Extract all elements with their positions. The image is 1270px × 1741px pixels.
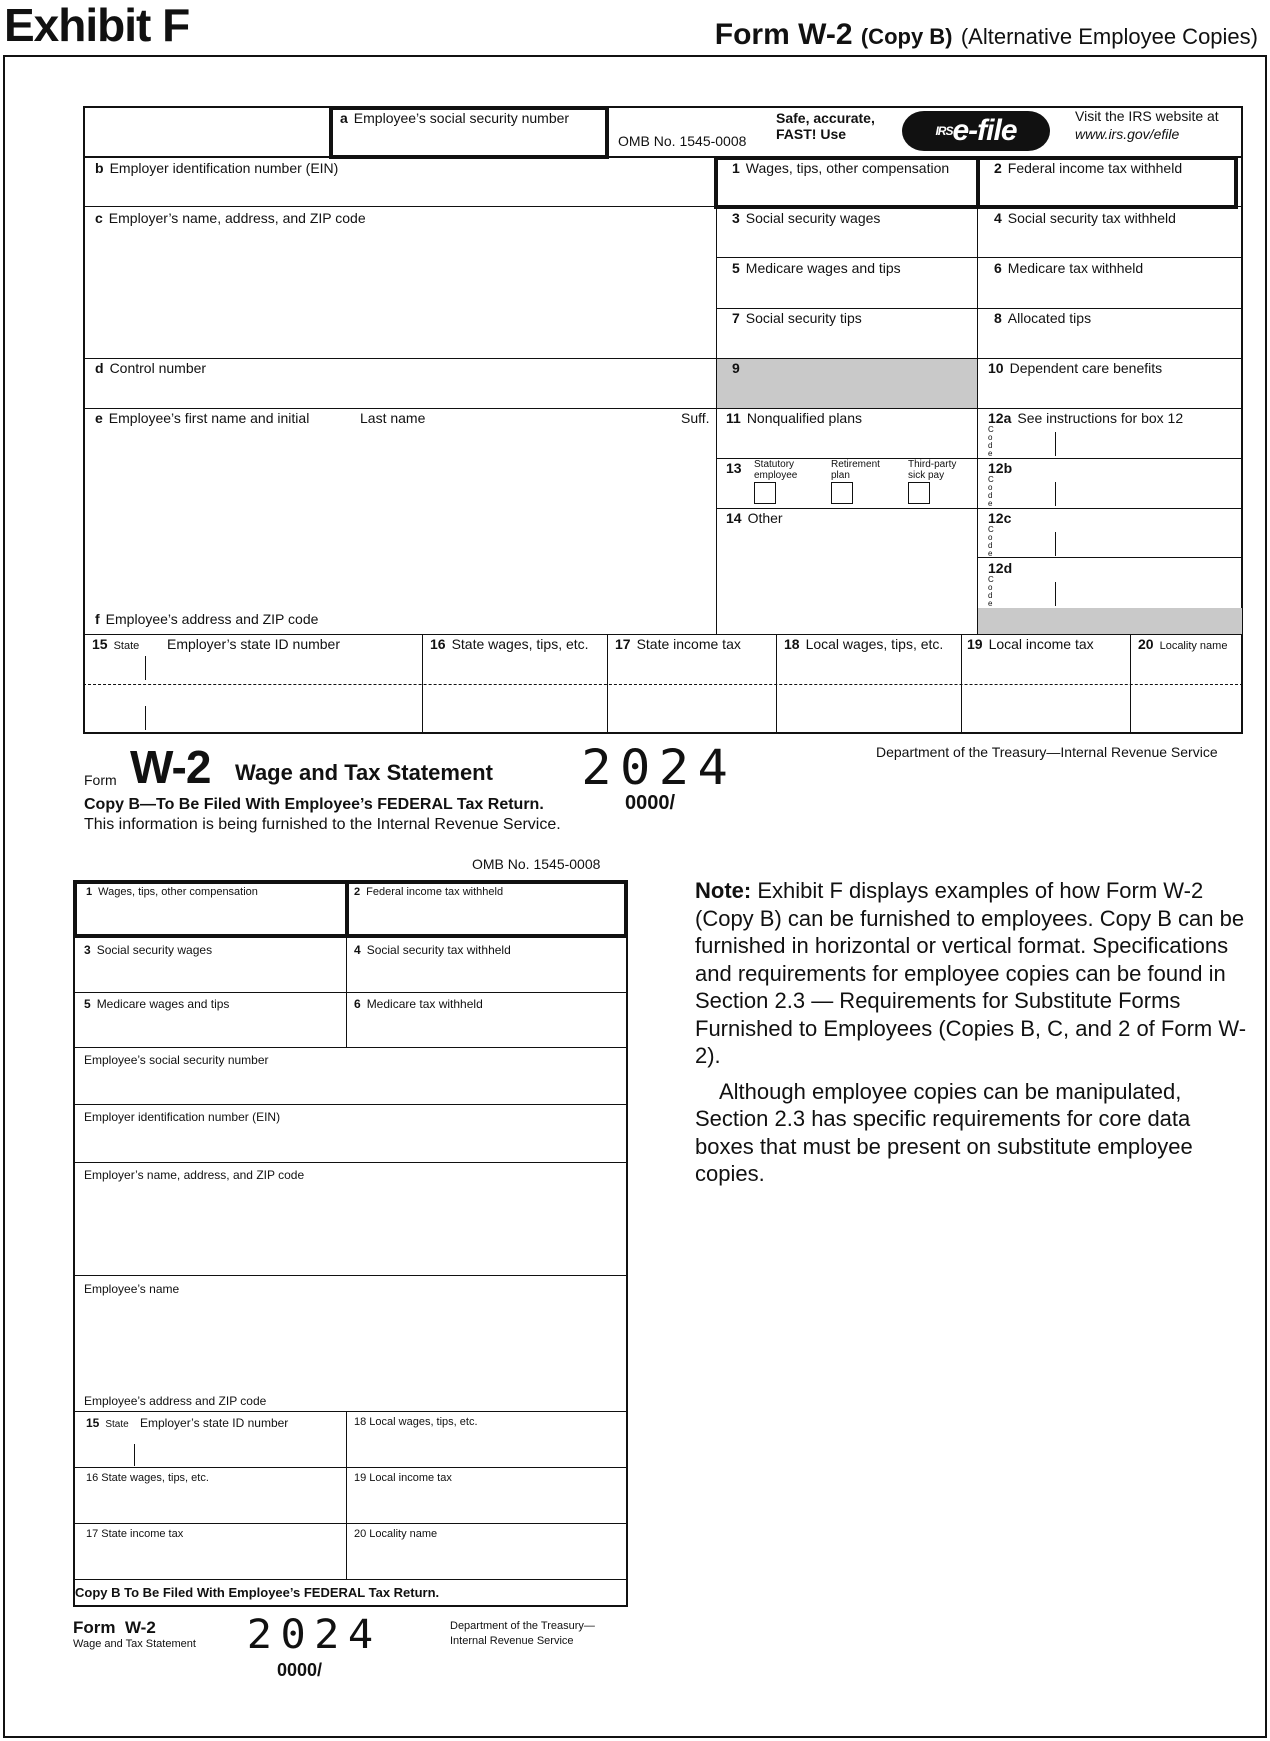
note-lead: Note:: [695, 878, 752, 903]
vertical-box-5-label: 5 Medicare wages and tips: [84, 997, 230, 1011]
rule: [73, 1523, 628, 1524]
vertical-employee-address-label: Employee’s address and ZIP code: [84, 1394, 267, 1408]
box-10-label: 10 Dependent care benefits: [988, 360, 1163, 376]
form-code: 0000/: [625, 792, 676, 814]
rule: [73, 1411, 628, 1412]
ssn-label: Employee’s social security number: [353, 110, 570, 126]
box-4-label: 4 Social security tax withheld: [994, 210, 1176, 226]
box-12-shaded: [978, 608, 1242, 634]
vertical-box-18-label: 18 Local wages, tips, etc.: [354, 1416, 478, 1428]
box-d-label: d Control number: [95, 360, 207, 376]
box-b-label: b Employer identification number (EIN): [95, 160, 339, 176]
vertical-form-border: [73, 880, 628, 1607]
box-9-shaded: [717, 359, 977, 408]
box-18-label: 18 Local wages, tips, etc.: [784, 636, 944, 652]
box-12a-label: 12a See instructions for box 12: [988, 410, 1184, 426]
copy-b-statement: Copy B—To Be Filed With Employee’s FEDERAL Tax Return.: [84, 796, 544, 813]
box-c-label: c Employer’s name, address, and ZIP code: [95, 210, 366, 226]
form-w2-title: W-2: [130, 741, 211, 793]
rule: [1055, 482, 1056, 506]
box-16-label: 16 State wages, tips, etc.: [430, 636, 589, 652]
box-13-label: 13: [726, 460, 742, 476]
rule: [1055, 532, 1056, 556]
vertical-box-4-label: 4 Social security tax withheld: [354, 943, 511, 957]
rule: [83, 358, 1243, 359]
note-body-1: Exhibit F displays examples of how Form W-2 (Copy B) can be furnished to employees. Copy B can be furnished in horizontal or vertical format. Specifications and requirements for employee copies can be found in Section 2.3 — Requirements for Substitute Forms Furnished to Employees (Copies B, C, and 2 of Form W-2).: [695, 878, 1247, 1068]
code-label: Code: [988, 575, 994, 608]
efile-logo: [902, 111, 1050, 151]
visit-text: Visit the IRS website at: [1075, 108, 1219, 124]
vertical-omb: OMB No. 1545-0008: [472, 856, 601, 872]
efile-text: e-file: [952, 114, 1017, 147]
fast-text: FAST! Use: [776, 126, 847, 142]
box-17-label: 17 State income tax: [615, 636, 741, 652]
vertical-employer-label: Employer’s name, address, and ZIP code: [84, 1168, 305, 1182]
code-label: Code: [988, 475, 994, 508]
note-paragraph-2: Although employee copies can be manipulated, Section 2.3 has specific requirements for core data boxes that must be present on substitute employee copies.: [695, 1078, 1193, 1186]
visit-url: www.irs.gov/efile: [1075, 126, 1180, 142]
retirement-checkbox[interactable]: [831, 482, 853, 504]
rule: [1055, 432, 1056, 456]
rule: [607, 634, 608, 734]
furnished-statement: This information is being furnished to the Internal Revenue Service.: [84, 816, 561, 833]
statutory-label: Statutory employee: [754, 459, 798, 481]
vertical-box-1-label: 1 Wages, tips, other compensation: [86, 886, 258, 898]
box-9-label: 9: [732, 360, 740, 376]
vertical-box-3-label: 3 Social security wages: [84, 943, 213, 957]
rule: [83, 408, 1243, 409]
vertical-wage-tax-statement: Wage and Tax Statement: [73, 1638, 196, 1650]
rule: [73, 1275, 628, 1276]
rule: [134, 1444, 135, 1466]
third-party-checkbox[interactable]: [908, 482, 930, 504]
vertical-dept-2: Internal Revenue Service: [450, 1635, 574, 1647]
box-e-last: Last name: [360, 410, 426, 426]
box-15-id-label: Employer’s state ID number: [167, 636, 340, 652]
vertical-box-20-label: 20 Locality name: [354, 1528, 438, 1540]
dashed-rule: [83, 684, 1243, 685]
vertical-dept-1: Department of the Treasury—: [450, 1620, 595, 1632]
box-20-label: 20 Locality name: [1138, 636, 1228, 652]
rule: [73, 1047, 628, 1048]
form-word: Form: [84, 772, 117, 788]
vertical-box-16-label: 16 State wages, tips, etc.: [86, 1472, 209, 1484]
note-paragraph-1: [695, 877, 1247, 1070]
title-alt: (Alternative Employee Copies): [960, 24, 1258, 49]
page-title: [715, 18, 1258, 52]
box-2-label: 2 Federal income tax withheld: [994, 160, 1183, 176]
rule: [422, 634, 423, 734]
title-main: Form W-2: [714, 18, 853, 51]
box-6-label: 6 Medicare tax withheld: [994, 260, 1144, 276]
box-19-label: 19 Local income tax: [967, 636, 1094, 652]
vertical-ein-label: Employer identification number (EIN): [84, 1110, 281, 1124]
note-text: [695, 877, 1247, 1196]
rule: [717, 257, 1243, 258]
vertical-box-6-label: 6 Medicare tax withheld: [354, 997, 483, 1011]
rule: [346, 1411, 347, 1579]
rule: [717, 508, 1243, 509]
rule: [1130, 634, 1131, 734]
box-1-label: 1 Wages, tips, other compensation: [732, 160, 950, 176]
vertical-employee-name-label: Employee’s name: [84, 1282, 180, 1296]
rule: [73, 1104, 628, 1105]
box-11-label: 11 Nonqualified plans: [726, 410, 863, 426]
rule: [73, 992, 628, 993]
box-15-label: 15 State: [92, 636, 140, 652]
retirement-label: Retirement plan: [831, 459, 880, 481]
rule: [977, 557, 1243, 558]
wage-tax-statement: Wage and Tax Statement: [235, 760, 493, 785]
box-12b-label: 12b: [988, 460, 1013, 476]
box-e-label: e Employee’s first name and initial: [95, 410, 310, 426]
box-8-label: 8 Allocated tips: [994, 310, 1092, 326]
box-e-suff: Suff.: [681, 410, 710, 426]
vertical-box-19-label: 19 Local income tax: [354, 1472, 452, 1484]
vertical-form-year: 2024: [246, 1612, 382, 1658]
rule: [1055, 582, 1056, 606]
rule: [717, 308, 1243, 309]
vertical-ssn-label: Employee’s social security number: [84, 1053, 269, 1067]
form-year: 2024: [581, 740, 737, 796]
vertical-form-code: 0000/: [277, 1660, 323, 1680]
dept-treasury: Department of the Treasury—Internal Revenue Service: [876, 744, 1218, 760]
vertical-box-2-label: 2 Federal income tax withheld: [354, 886, 504, 898]
box-5-label: 5 Medicare wages and tips: [732, 260, 901, 276]
vertical-form-w2: Form W-2: [73, 1618, 156, 1637]
rule: [73, 1162, 628, 1163]
rule: [145, 706, 146, 730]
code-label: Code: [988, 525, 994, 558]
exhibit-title: Exhibit F: [4, 0, 190, 51]
box-12c-label: 12c: [988, 510, 1012, 526]
box-7-label: 7 Social security tips: [732, 310, 862, 326]
box-12d-label: 12d: [988, 560, 1013, 576]
omb-number: OMB No. 1545-0008: [618, 133, 747, 149]
vertical-box-15-id-label: Employer’s state ID number: [140, 1416, 289, 1430]
rule: [977, 156, 978, 634]
box-14-label: 14 Other: [726, 510, 783, 526]
efile-irs: IRS: [935, 124, 953, 138]
rule: [83, 634, 1243, 635]
vertical-copy-b-statement: Copy B To Be Filed With Employee’s FEDERAL Tax Return.: [75, 1585, 440, 1600]
rule: [145, 656, 146, 680]
rule: [73, 1579, 628, 1580]
vertical-box-15-label: 15 State: [86, 1416, 129, 1430]
box-f-label: f Employee’s address and ZIP code: [95, 611, 319, 627]
box-3-label: 3 Social security wages: [732, 210, 881, 226]
safe-text: Safe, accurate,: [776, 110, 875, 126]
vertical-box-17-label: 17 State income tax: [86, 1528, 184, 1540]
title-copy: (Copy B): [860, 24, 953, 49]
box-a-label: a Employee’s social security number: [340, 110, 570, 126]
rule: [961, 634, 962, 734]
rule: [73, 1467, 628, 1468]
rule: [776, 634, 777, 734]
statutory-checkbox[interactable]: [754, 482, 776, 504]
third-party-label: Third-party sick pay: [908, 459, 957, 481]
code-label: Code: [988, 425, 994, 458]
